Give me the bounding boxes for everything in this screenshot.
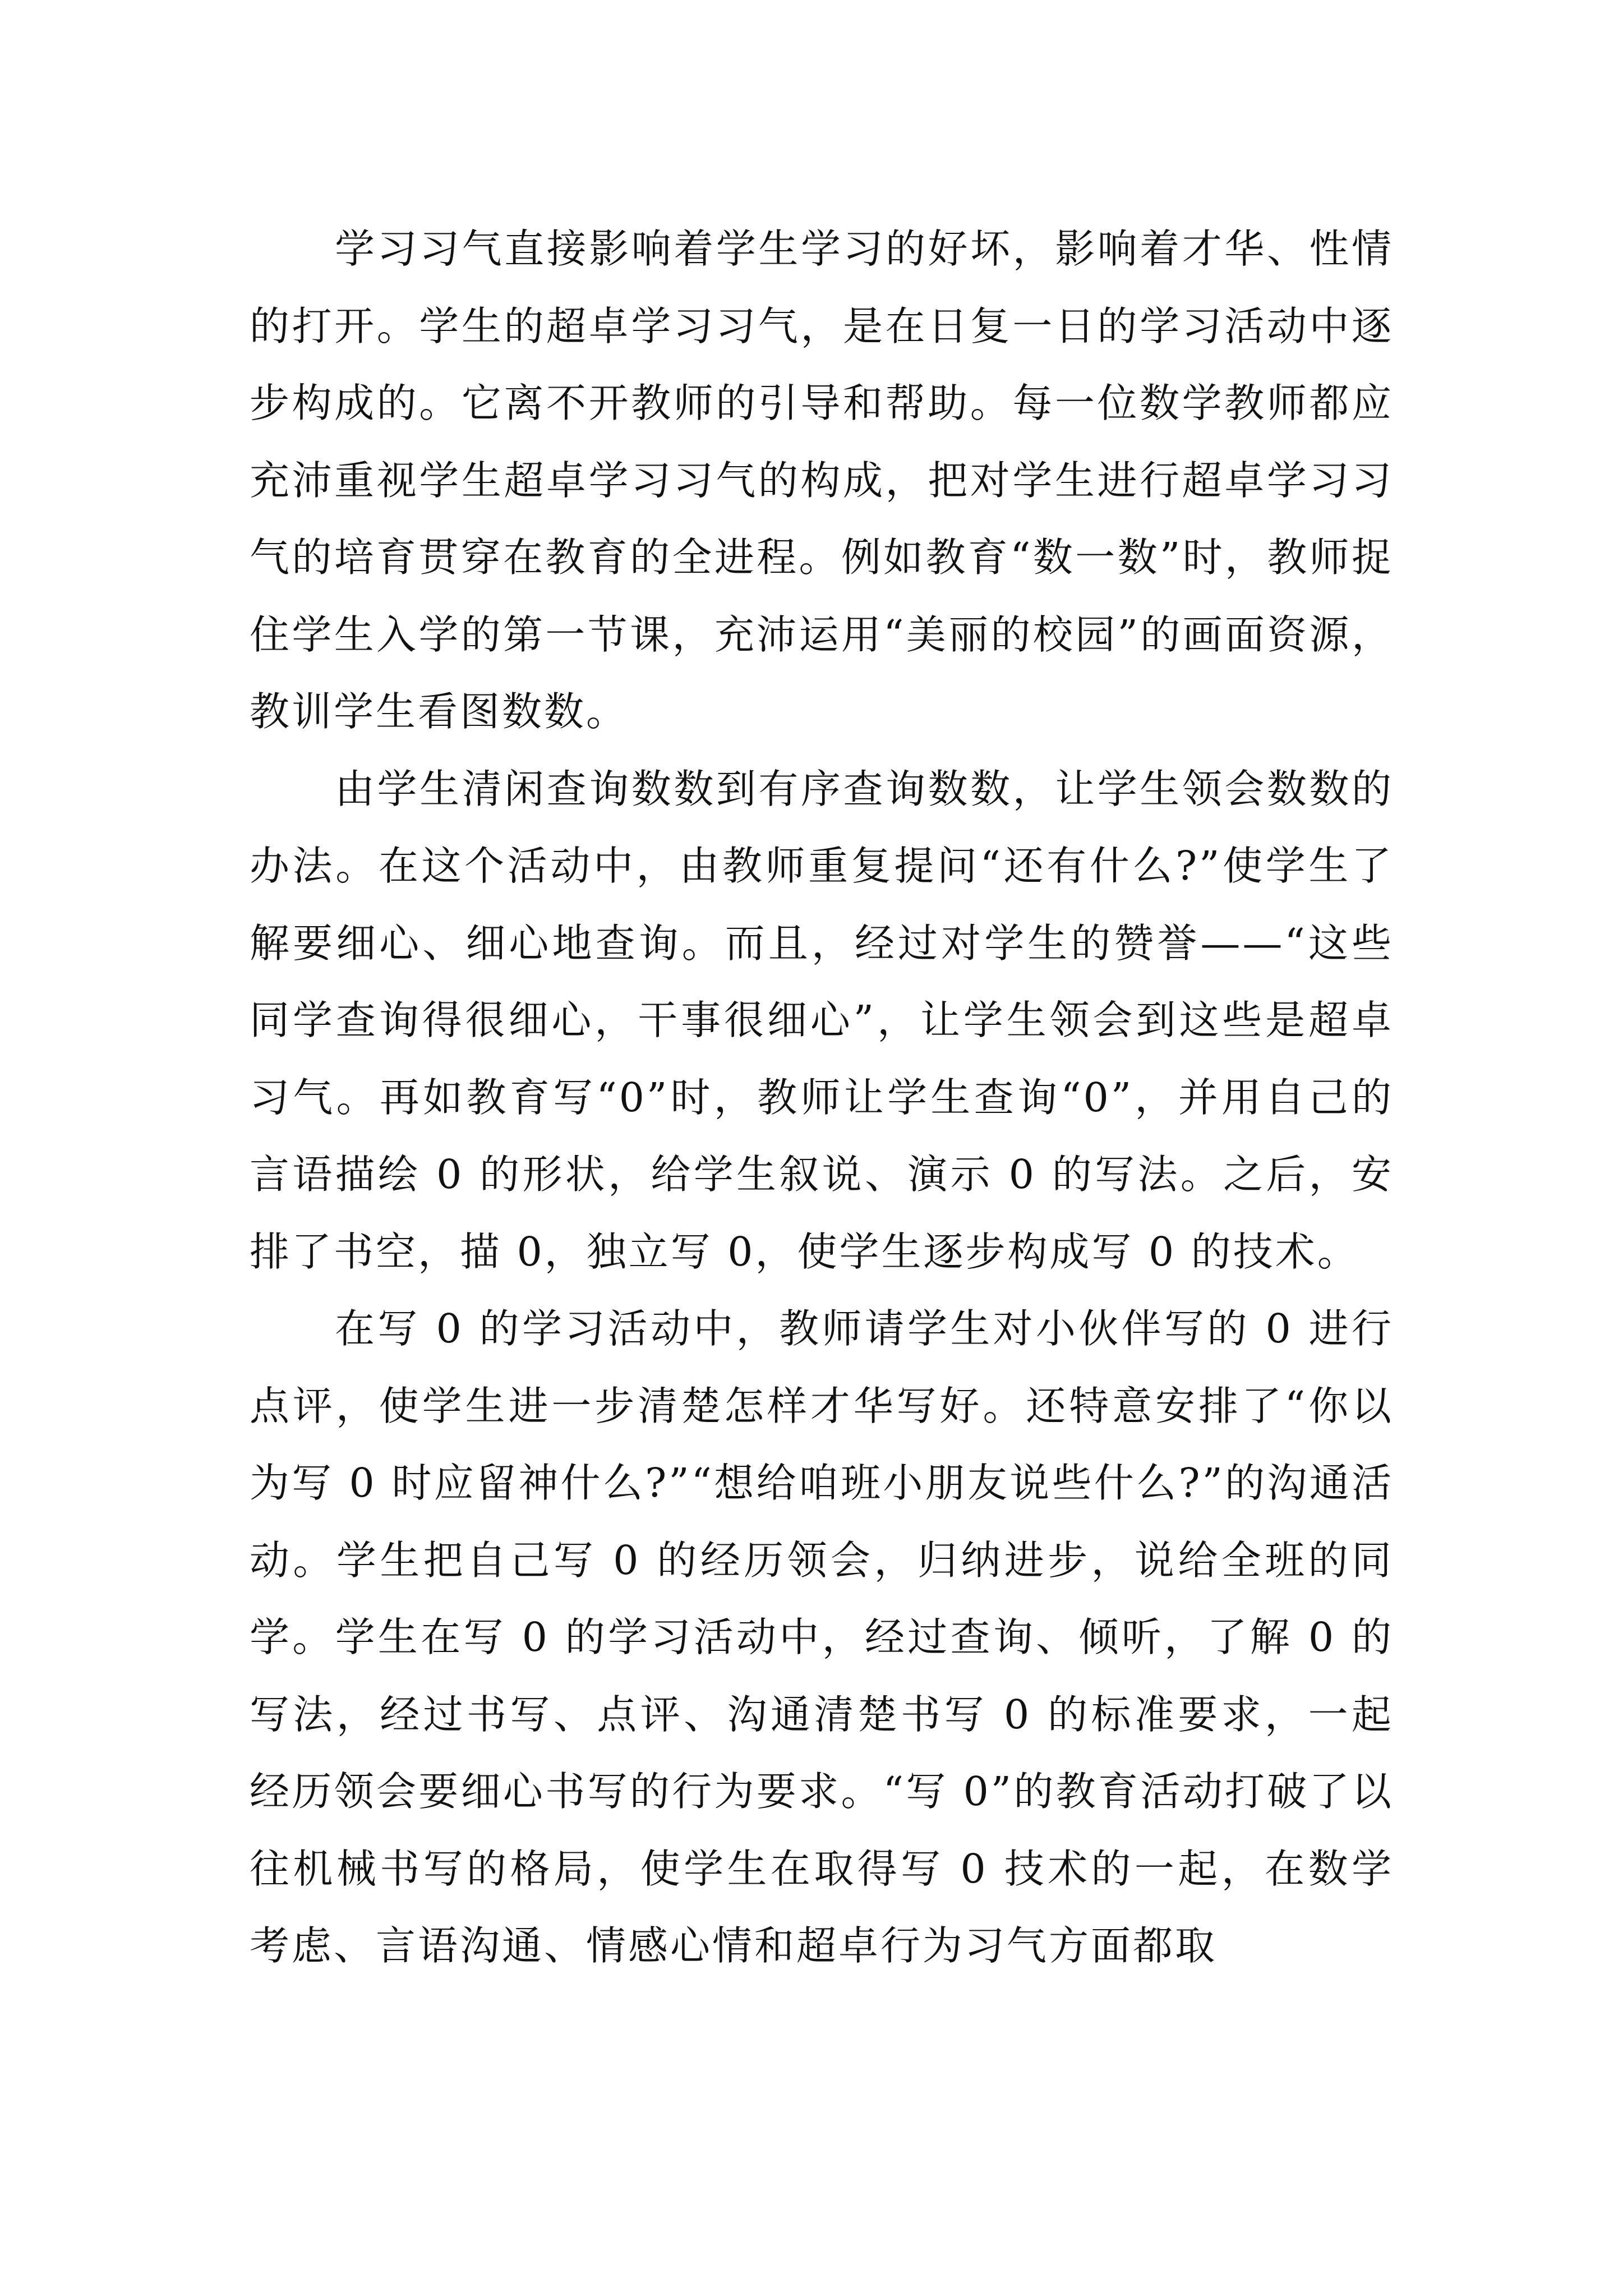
document-body bbox=[250, 210, 1394, 1985]
paragraph-3: 在写 0 的学习活动中，教师请学生对小伙伴写的 0 进行点评，使学生进一步清楚怎样才华写好。还特意安排了“你以为写 0 时应留神什么?”“想给咱班小朋友说些什么?”的沟通活动。学生把自己写 0 的经历领会，归纳进步，说给全班的同学。学生在写 0 的学习活动中，经过查询、倾听，了解 0 的写法，经过书写、点评、沟通清楚书写 0 的标准要求，一起经历领会要细心书写的行为要求。“写 0”的教育活动打破了以往机械书写的格局，使学生在取得写 0 技术的一起，在数学考虑、言语沟通、情感心情和超卓行为习气方面都取 bbox=[250, 1305, 1394, 1969]
paragraph-1: 学习习气直接影响着学生学习的好坏，影响着才华、性情的打开。学生的超卓学习习气，是在日复一日的学习活动中逐步构成的。它离不开教师的引导和帮助。每一位数学教师都应充沛重视学生超卓学习习气的构成，把对学生进行超卓学习习气的培育贯穿在教育的全进程。例如教育“数一数”时，教师捉住学生入学的第一节课，充沛运用“美丽的校园”的画面资源，教训学生看图数数。 bbox=[250, 226, 1394, 735]
paragraph-2: 由学生清闲查询数数到有序查询数数，让学生领会数数的办法。在这个活动中，由教师重复提问“还有什么?”使学生了解要细心、细心地查询。而且，经过对学生的赞誉——“这些同学查询得很细心，干事很细心”，让学生领会到这些是超卓习气。再如教育写“0”时，教师让学生查询“0”，并用自己的言语描绘 0 的形状，给学生叙说、演示 0 的写法。之后，安排了书空，描 0，独立写 0，使学生逐步构成写 0 的技术。 bbox=[250, 765, 1394, 1275]
